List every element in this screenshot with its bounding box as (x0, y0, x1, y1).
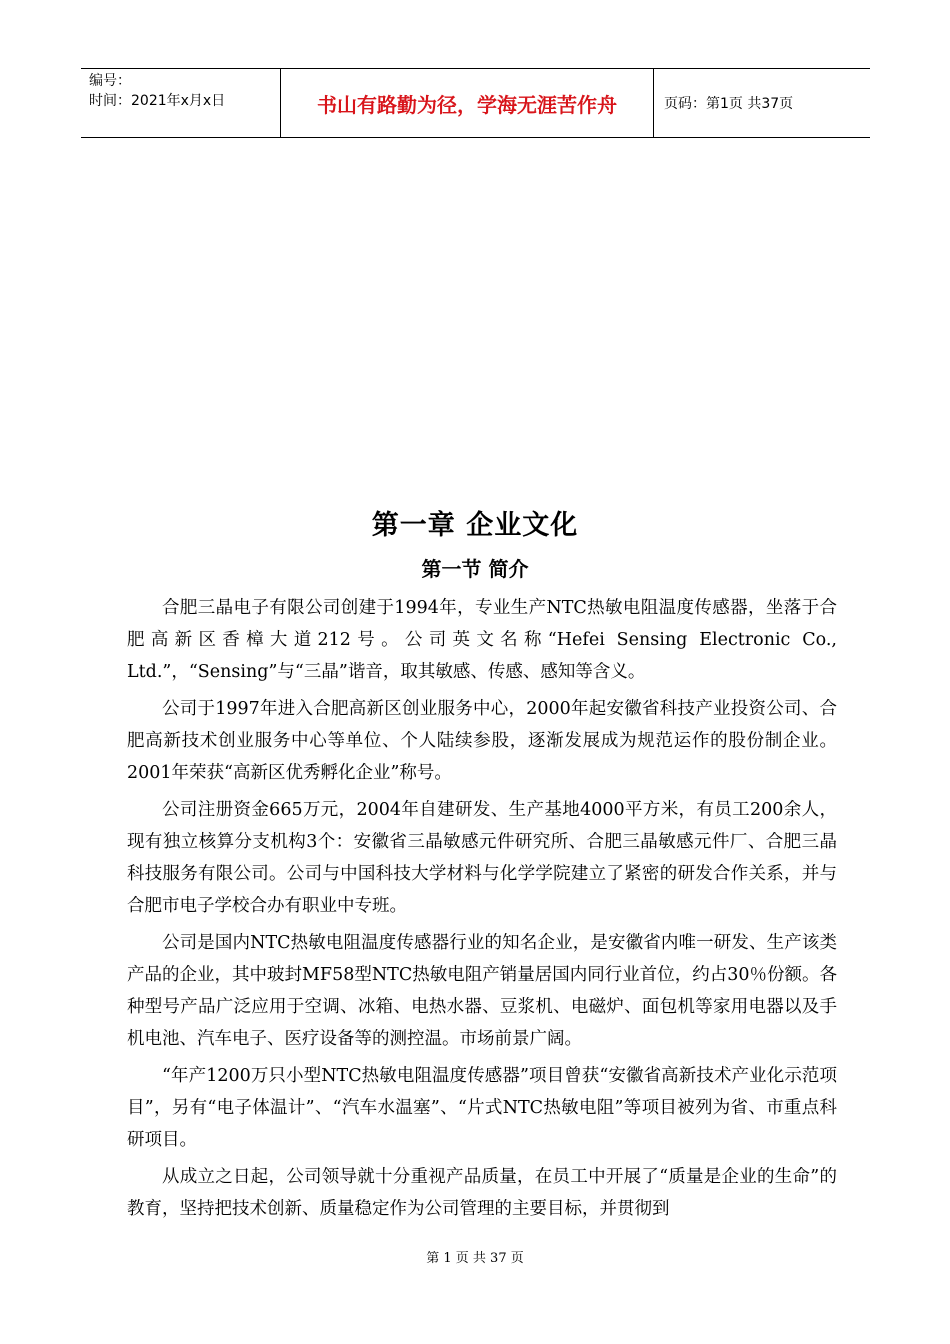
paragraph: 公司是国内NTC热敏电阻温度传感器行业的知名企业，是安徽省内唯一研发、生产该类产品的企业，其中玻封MF58型NTC热敏电阻产销量居国内同行业首位，约占30％份额。各种型号产品广泛应用于空调、冰箱、电热水器、豆浆机、电磁炉、面包机等家用电器以及手机电池、汽车电子、医疗设备等的测控温。市场前景广阔。 (127, 933, 837, 1049)
header-motto: 书山有路勤为径，学海无涯苦作舟 (281, 69, 654, 137)
section-title: 第一节 简介 (421, 557, 529, 581)
paragraph: 从成立之日起，公司领导就十分重视产品质量，在员工中开展了“质量是企业的生命”的教育，坚持把技术创新、质量稳定作为公司管理的主要目标，并贯彻到 (127, 1167, 837, 1219)
chapter-title: 第一章 企业文化 (371, 510, 579, 541)
time-label: 时间：2021年x月x日 (89, 93, 226, 109)
body-text (127, 592, 837, 1230)
paragraph: 公司注册资金665万元，2004年自建研发、生产基地4000平方米，有员工200余人，现有独立核算分支机构3个：安徽省三晶敏感元件研究所、合肥三晶敏感元件厂、合肥三晶科技服务有限公司。公司与中国科技大学材料与化学学院建立了紧密的研发合作关系，并与合肥市电子学校合办有职业中专班。 (127, 800, 837, 916)
header-meta (81, 69, 281, 137)
paragraph: 合肥三晶电子有限公司创建于1994年，专业生产NTC热敏电阻温度传感器，坐落于合肥高新区香樟大道212号。公司英文名称“Hefei Sensing Electronic Co., Ltd.”，“Sensing”与“三晶”谐音，取其敏感、传感、感知等含义。 (127, 598, 837, 682)
paragraph: “年产1200万只小型NTC热敏电阻温度传感器”项目曾获“安徽省高新技术产业化示范项目”，另有“电子体温计”、“汽车水温塞”、“片式NTC热敏电阻”等项目被列为省、市重点科研项目。 (127, 1066, 837, 1150)
page-footer: 第 1 页 共 37 页 (426, 1251, 524, 1266)
document-header (81, 68, 870, 138)
paragraph: 公司于1997年进入合肥高新区创业服务中心，2000年起安徽省科技产业投资公司、合肥高新技术创业服务中心等单位、个人陆续参股，逐渐发展成为规范运作的股份制企业。2001年荣获“高新区优秀孵化企业”称号。 (127, 699, 837, 783)
number-label: 编号： (89, 73, 131, 89)
header-page-info: 页码：第1页 共37页 (664, 96, 794, 112)
